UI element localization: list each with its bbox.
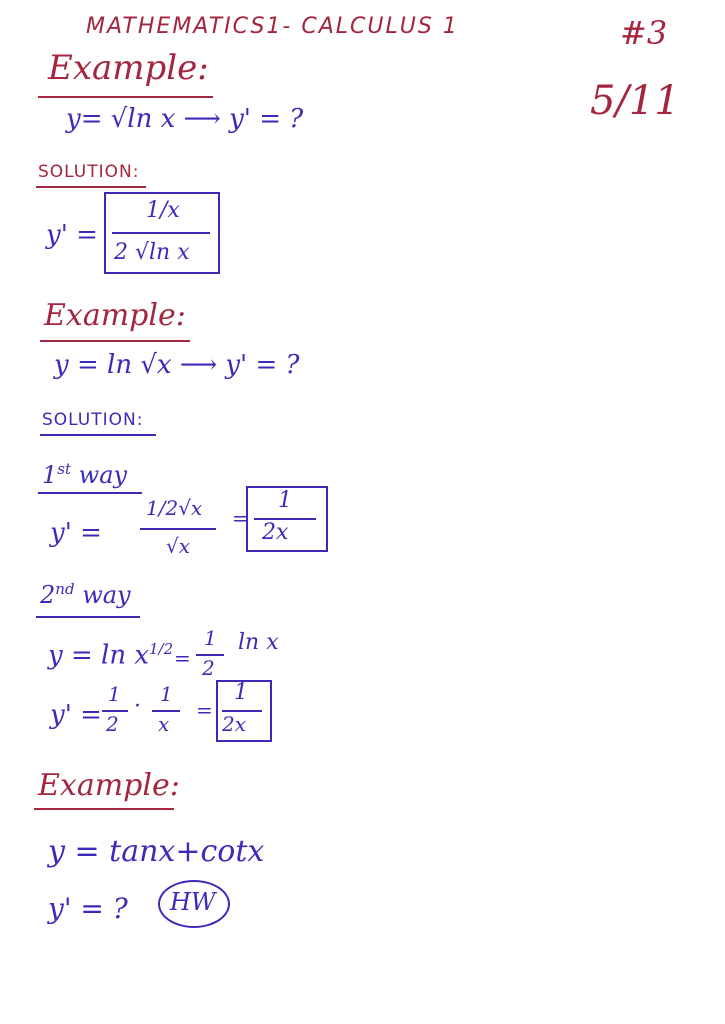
way2-line2-den2: x bbox=[158, 712, 170, 736]
way1-fraction-bar bbox=[140, 528, 216, 530]
solution1-underline bbox=[36, 186, 146, 188]
way2-suffix: nd bbox=[55, 580, 75, 598]
example3-underline bbox=[34, 808, 174, 810]
example2-label: Example: bbox=[44, 298, 186, 333]
way1-equals: = bbox=[232, 506, 249, 530]
example1-answer-lhs: y' = bbox=[46, 220, 98, 250]
way2-line1-rhs: ln x bbox=[238, 630, 279, 655]
way2-line1-denominator: 2 bbox=[202, 656, 215, 680]
way2-line2-num2: 1 bbox=[160, 682, 173, 706]
way2-line2-lhs: y' = bbox=[50, 700, 102, 730]
way2-word: way bbox=[82, 581, 131, 609]
example3-function: y = tanx+cotx bbox=[48, 834, 265, 869]
example2-question: y = ln √x ⟶ y' = ? bbox=[54, 350, 300, 380]
way2-label bbox=[40, 580, 131, 609]
example1-question: y= √ln x ⟶ y' = ? bbox=[66, 104, 304, 134]
way1-word: way bbox=[78, 461, 128, 489]
way2-line2-num1: 1 bbox=[108, 682, 121, 706]
example1-fraction-bar bbox=[112, 232, 210, 234]
way2-line1-lhs bbox=[48, 640, 173, 671]
lecture-number: #3 bbox=[620, 14, 668, 52]
way2-line2-dot: · bbox=[134, 694, 141, 719]
way2-line2-den1: 2 bbox=[106, 712, 119, 736]
way2-answer-numerator: 1 bbox=[234, 680, 248, 705]
way2-line1-base: y = ln x bbox=[48, 640, 149, 671]
example3-label: Example: bbox=[38, 768, 180, 803]
way2-line1-exponent: 1/2 bbox=[149, 640, 174, 658]
way1-number: 1 bbox=[42, 461, 58, 489]
example3-question: y' = ? bbox=[48, 892, 128, 925]
way1-lhs: y' = bbox=[50, 518, 102, 548]
way2-answer-denominator: 2x bbox=[222, 712, 247, 736]
way1-answer-denominator: 2x bbox=[262, 520, 289, 545]
solution2-underline bbox=[40, 434, 156, 436]
example2-solution-label: SOLUTION: bbox=[42, 410, 144, 430]
way2-line1-equals: = bbox=[174, 646, 191, 670]
example1-label: Example: bbox=[48, 48, 209, 88]
way2-line2-equals: = bbox=[196, 698, 213, 722]
lecture-date: 5/11 bbox=[590, 78, 680, 124]
course-title: MATHEMATICS1- CALCULUS 1 bbox=[86, 14, 459, 39]
homework-label: HW bbox=[170, 888, 216, 916]
example1-underline bbox=[38, 96, 213, 98]
example1-solution-label: SOLUTION: bbox=[38, 162, 140, 182]
way1-underline bbox=[38, 492, 142, 494]
way2-line1-numerator: 1 bbox=[204, 626, 217, 650]
way1-suffix: st bbox=[57, 460, 72, 478]
way2-number: 2 bbox=[40, 581, 56, 609]
way2-underline bbox=[36, 616, 140, 618]
way1-answer-numerator: 1 bbox=[278, 488, 292, 513]
way1-numerator: 1/2√x bbox=[146, 496, 203, 520]
example1-answer-denominator: 2 √ln x bbox=[114, 240, 190, 265]
way1-denominator: √x bbox=[166, 534, 191, 558]
way1-label bbox=[42, 460, 127, 489]
example2-underline bbox=[40, 340, 190, 342]
example1-answer-numerator: 1/x bbox=[146, 198, 180, 223]
